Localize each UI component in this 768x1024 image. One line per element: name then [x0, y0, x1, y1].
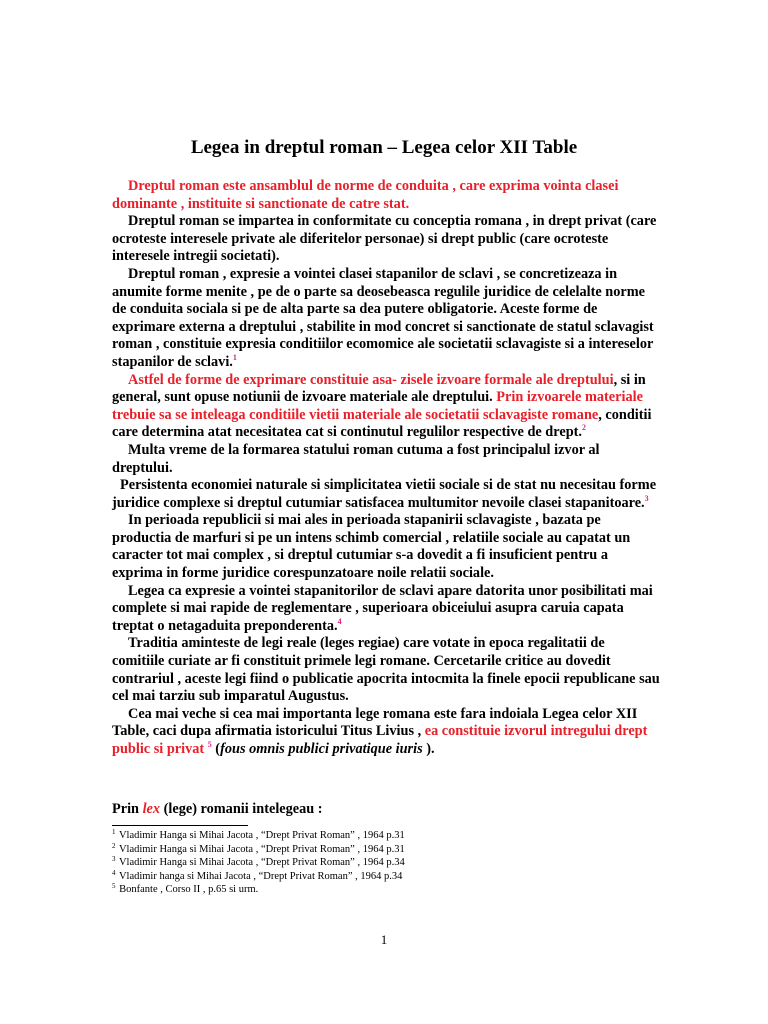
footnote-number: 4 [112, 868, 116, 877]
paragraph-natural-economy-text: Persistenta economiei naturale si simplicitatea vietii sociale si de stat nu necesitau forme juridice complexe si dreptul cutumiar satisfacea multumitor nevoile clasei stapanitoare. [112, 477, 657, 511]
paragraph-forms [112, 266, 660, 372]
footnote-separator [112, 825, 248, 826]
footnote-ref-1[interactable]: 1 [232, 352, 237, 362]
prin-after: (lege) romanii intelegeau : [160, 801, 323, 817]
twelve-tables-text-d: ). [426, 741, 435, 757]
footnote-item [112, 829, 660, 843]
paragraph-forms-text: Dreptul roman , expresie a vointei clasei stapanilor de sclavi , se concretizeaza in anumite forme menite , pe de o parte sa deosebeasca regulile juridice de celelalte norme de conduita sociala si pe de alta parte sa dea putere obligatorie. Aceste forme de exprimare externa a dreptului , stabilite in mod concret si sanctionate de statul sclavagist roman , constituie expresia conditiilor ecomomice ale societatii sclavagiste si a intereselor stapanilor de sclavi. [112, 265, 654, 370]
paragraph-tradition: Traditia aminteste de legi reale (leges regiae) care votate in epoca regalitatii de comitiile curiate ar fi constituit primele legi romane. Cercetarile critice au dovedit contrariul , aceste legi fiind o publicatie apocrita intocmita la finele epocii republicane sau cel mai tarziu sub imparatul Augustus. [112, 635, 660, 705]
formal-sources-text: Astfel de forme de exprimare constituie asa- zisele izvoare formale ale dreptului [128, 371, 614, 388]
paragraph-definition [112, 178, 660, 213]
footnote-item [112, 883, 660, 897]
paragraph-law-expression [112, 583, 660, 636]
paragraph-natural-economy [112, 477, 660, 512]
prin-before: Prin [112, 801, 143, 817]
footnote-ref-5[interactable]: 5 [207, 740, 212, 749]
footnote-text: Vladimir Hanga si Mihai Jacota , “Drept Privat Roman” , 1964 p.31 [118, 830, 405, 841]
paragraph-sources [112, 372, 660, 442]
footnote-number: 1 [112, 828, 116, 836]
sources-text-b: , si in general, sunt opuse notiunii de izvoare materiale ale dreptului. [112, 371, 646, 406]
paragraph-division: Dreptul roman se impartea in conformitate cu conceptia romana , in drept privat (care ocroteste interesele private ale diferitelor personae) si drept public (care ocroteste interesele intregii societati). [112, 213, 657, 265]
footnote-text: Bonfante , Corso II , p.65 si urm. [119, 884, 259, 896]
footnote-number: 5 [112, 882, 116, 891]
twelve-tables-quote: ea constituie izvorul intregului drept public si privat [112, 723, 648, 757]
paragraph-twelve-tables: Cea mai veche si cea mai importanta lege romana este fara indoiala Legea celor XII Table, caci dupa afirmatia istoricului Titus Livius , ea constituie izvorul intregului drept public si privat $^5$ (fous omnis publici privatique iuris ). [112, 705, 648, 757]
footnote-ref-3[interactable]: 3 [644, 493, 649, 503]
latin-quote: fous omnis publici privatique iuris [220, 741, 423, 757]
lex-definition-heading [112, 800, 323, 818]
footnote-item [112, 856, 660, 870]
material-sources-text: Prin izvoarele materiale trebuie sa se inteleaga conditiile vietii materiale ale societatii sclavagiste romane [112, 389, 643, 423]
definition-text: Dreptul roman este ansamblul de norme de conduita , care exprima vointa clasei dominante , instituite si sanctionate de catre stat. [112, 178, 619, 212]
paragraph-republic: In perioada republicii si mai ales in perioada stapanirii sclavagiste , bazata pe productia de marfuri si pe un intens schimb comercial , relatiile sociale au capatat un caracter tot mai complex , si dreptul cutumiar s-a dovedit a fi insuficient pentru a exprima in forme juridice corespunzatoare noile relatii sociale. [112, 512, 631, 582]
footnote-number: 2 [112, 841, 116, 850]
footnote-item [112, 843, 660, 857]
twelve-tables-text-a: Cea mai veche si cea mai importanta lege romana este fara indoiala Legea celor XII Table, caci dupa afirmatia istoricului Titus Livius , [112, 705, 638, 740]
footnotes [112, 829, 660, 897]
footnote-text: Vladimir hanga si Mihai Jacota , “Drept Privat Roman” , 1964 p.34 [118, 870, 403, 882]
footnote-ref-4[interactable]: 4 [337, 616, 342, 626]
document-title: Legea in dreptul roman – Legea celor XII Table [190, 137, 578, 158]
footnote-text: Vladimir Hanga si Mihai Jacota , “Drept Privat Roman” , 1964 p.34 [118, 857, 405, 869]
footnote-ref-2[interactable]: 2 [581, 423, 586, 433]
document-body [112, 178, 660, 759]
sources-text-d: , conditii care determina atat necesitatea cat si continutul regulilor respective de drept. [112, 406, 652, 441]
footnote-text: Vladimir Hanga si Mihai Jacota , “Drept Privat Roman” , 1964 p.31 [118, 843, 405, 855]
lex-term: lex [142, 801, 161, 817]
page-number: 1 [380, 932, 388, 947]
footnote-item [112, 870, 660, 884]
footnote-number: 3 [112, 855, 116, 864]
paragraph-law-expression-text: Legea ca expresie a vointei stapanitorilor de sclavi apare datorita unor posibilitati mai complete si mai rapide de reglementare , superioara obiceiului asupra caruia capata treptat o netagaduita preponderenta. [112, 582, 653, 634]
paragraph-custom: Multa vreme de la formarea statului roman cutuma a fost principalul izvor al dreptului. [112, 441, 600, 476]
